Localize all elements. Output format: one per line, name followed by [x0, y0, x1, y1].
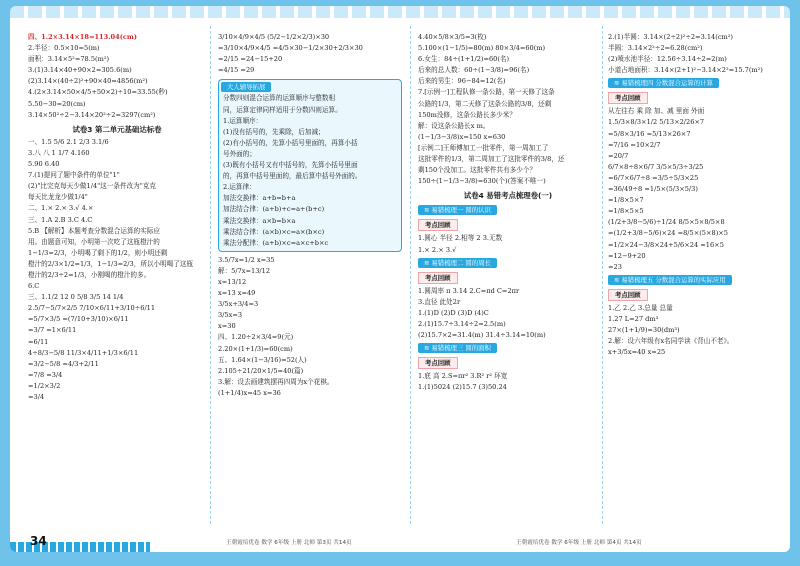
column-divider [602, 26, 603, 524]
answer-line: [示例二]王师傅加工一批零件，第一周加工了 [418, 143, 549, 152]
answer-line: (2)15.7×2=31.4(m) 31.4÷3.14=10(m) [418, 330, 546, 339]
tips-line: 分数四则混合运算的运算顺序与整数相 [223, 94, 336, 103]
answer-line: 2.20×(1+1/3)=60(cm) [218, 344, 293, 353]
answer-line: (2)3.14×(40÷2)²+90×40=4856(m²) [28, 77, 148, 86]
answer-line: =7/8 =3/4 [28, 370, 63, 379]
tips-box-title: 大人辅导拓展 [221, 82, 271, 92]
column-3 [418, 32, 598, 528]
answer-line: =3/10×4/9×4/5 =4/5×30−1/2×30+2/3×30 [218, 44, 363, 53]
answer-line: 3.解：设去画建筑摆再四周为x个花棋。 [218, 377, 334, 386]
answer-line: 5.50−30=20(cm) [28, 99, 86, 108]
answer-line: 解：5/7x=13/12 [218, 266, 271, 275]
answer-line: =23 [608, 262, 622, 271]
answer-line: 150÷(1−1/3−3/8)=630(个)(答案不唯一) [418, 177, 546, 186]
answer-line: (1−1/3−3/8)x=150 x=630 [418, 132, 506, 141]
answer-line: =3/2−5/8 =4/3+2/11 [28, 359, 99, 368]
answer-line: 小道占地面积：3.14×(2+1)²−3.14×2²=15.7(m²) [608, 66, 763, 75]
answer-line: 7.[示例一]工程队修一条公路，第一天修了这条 [418, 88, 555, 97]
answer-line: 三、1.A 2.B 3.C 4.C [28, 215, 93, 224]
answer-line: x=13/12 [218, 277, 247, 286]
footer-left: 王朝霞培优卷 数学 6年级 上册 北师 第3页 共14页 [226, 540, 352, 546]
tips-line: 乘法结合律：(a×b)×c=a×(b×c) [223, 227, 325, 236]
answer-line: =5/7×3/5 =(7/10+3/10)×6/11 [28, 315, 129, 324]
answer-line: 解：设这条公路长x m。 [418, 121, 490, 130]
answer-line: 1.5/3×8/3×1/2 5/13×2/26×7 [608, 118, 705, 127]
tips-line: 号外面的； [223, 149, 256, 158]
answer-line: 1.底 高 2.S=πr² 3.R² r² 环宽 [418, 372, 508, 381]
answer-line: 6/7×8÷8×6/7 3/5×5/3÷3/25 [608, 162, 704, 171]
answer-line: 橙汁的2/3×1/2=1/3，1−1/3=2/3，所以小明喝了这瓶 [28, 259, 194, 268]
tips-line: 的，再算中括号里面的，最后算中括号外面的。 [223, 172, 362, 181]
review-label: 考点回顾 [418, 219, 458, 231]
answer-line: 这批零件的1/3，第二周加工了这批零件的3/8，还 [418, 155, 565, 164]
answer-line: 5.90 6.40 [28, 160, 60, 169]
answer-line: x=13 x=49 [218, 289, 256, 298]
answer-line: 3.(1)3.14×40+90×2=305.6(m) [28, 66, 132, 75]
column-4 [608, 32, 784, 528]
tips-line: 2.运算律： [223, 183, 256, 192]
answer-line: =3/7 =1×6/11 [28, 326, 77, 335]
answer-line: =1/8×5×7 [608, 196, 644, 205]
tips-line: (3)既有小括号又有中括号的，先算小括号里面 [223, 161, 358, 170]
answer-line: 150m没修，这条公路长多少米？ [418, 110, 516, 119]
page-number: 34 [30, 534, 47, 548]
answer-line: 后来的男生：96−84=12(名) [418, 77, 506, 86]
answer-line: =4/15 =29 [218, 66, 255, 75]
test-title: 试卷4 易错考点梳理卷(一) [463, 191, 553, 201]
tips-line: (2)有小括号的，先算小括号里面的，再算小括 [223, 138, 358, 147]
section-tag: ≋ 易错梳理四 分数混合运算的计算 [608, 78, 719, 88]
answer-line: 3.八 八 1 1/7 4.160 [28, 148, 90, 157]
answer-line: 6.C [28, 282, 40, 291]
answer-line: 1−1/3=2/3，小明喝了剩下的1/2，则小明还剩 [28, 248, 168, 257]
answer-line: 4÷8/3−5/8 11/3×4/11+1/3×6/11 [28, 348, 139, 357]
answer-line: =36/49÷8 =1/5×(5/3×5/3) [608, 185, 698, 194]
review-label: 考点回顾 [418, 357, 458, 369]
answer-line: 3.14×50²÷2−3.14×20²÷2=3297(cm²) [28, 110, 156, 119]
column-divider [210, 26, 211, 524]
answer-line: 1.乙 2.乙 3.总量 总量 [608, 303, 673, 312]
answer-line: 2.5/7−5/7×2/5 7/10×6/11+3/10÷6/11 [28, 304, 156, 313]
answer-line: 3/5x+3/4=3 [218, 300, 259, 309]
answer-line: =7/16 =10×2/7 [608, 140, 661, 149]
answer-line: x=30 [218, 322, 236, 331]
answer-line: 橙汁的2/3÷2=1/3，小刚喝的橙汁的多。 [28, 270, 151, 279]
answer-line: 1.圆周率 π 3.14 2.C=πd C=2πr [418, 286, 520, 295]
answer-line: =2/15 =24−15+20 [218, 55, 283, 64]
answer-line: =(1/2+3/8−5/6)×24 =8/5×(5×8)×5 [608, 229, 729, 238]
answer-line: 2.105÷21/20×1/5=40(篇) [218, 366, 304, 375]
answer-line: 2.(1)半圆：3.14×(2÷2)²÷2=3.14(cm²) [608, 33, 733, 41]
answer-line: (1+1/4)x=45 x=36 [218, 388, 281, 397]
answer-line: 从左往右 乘 除 加、减 里面 外面 [608, 107, 705, 116]
test-title: 试卷3 第二单元基础达标卷 [72, 124, 162, 134]
review-label: 考点回顾 [418, 272, 458, 284]
answer-line: =6/11 [28, 337, 49, 346]
review-label: 考点回顾 [608, 289, 648, 301]
answer-line: =1/2×3/2 [28, 381, 61, 390]
top-wave-decoration [10, 6, 790, 18]
answer-line: 五、1.64×(1−3/16)=52(人) [218, 355, 307, 364]
answer-line: 1.× 2.× 3.√ [418, 245, 457, 254]
answer-line: 面积：3.14×5²=78.5(m²) [28, 55, 110, 64]
answer-line: 一、1.5 5/6 2.1 2/3 3.1/6 [28, 137, 109, 146]
column-2 [218, 32, 402, 528]
answer-line: 四、1.2×3.14×18=113.04(cm) [28, 33, 137, 41]
answer-line: 7.(1)提问了题中条件的单位"1" [28, 171, 120, 180]
answer-line: x+3/5x=40 x=25 [608, 348, 666, 357]
section-tag: ≋ 易错梳理二 圆的周长 [418, 258, 497, 268]
answer-line: 1.(1)D (2)D (3)D (4)C [418, 308, 489, 317]
answer-line: =3/4 [28, 393, 45, 401]
answer-line: 4.40×5/8×3/5=3(枚) [418, 33, 487, 41]
answer-line: 5.100×(1−1/5)=80(m) 80×3/4=60(m) [418, 44, 546, 53]
answer-line: 27×(1+1/9)=30(dm³) [608, 325, 680, 334]
answer-line: 半圆：3.14×2²÷2=6.28(cm²) [608, 44, 703, 53]
tips-line: 1.运算顺序： [223, 116, 263, 125]
tips-line: 加法结合律：(a+b)+c=a+(b+c) [223, 205, 325, 214]
answer-line: 2.半径：0.5×10=5(m) [28, 44, 100, 53]
tips-line: (1)没有括号的，先乘除，后加减； [223, 127, 325, 136]
answer-line: 4.(2×3.14×50×4/5+50×2)÷10=33.55(秒) [28, 88, 168, 97]
tips-line: 乘法交换律：a×b=b×a [223, 216, 296, 225]
answer-line: 公路的1/3，第二天修了这条公路的3/8，还剩 [418, 99, 552, 108]
review-label: 考点回顾 [608, 92, 648, 104]
tips-box [218, 79, 402, 251]
answer-line: =20/7 [608, 151, 629, 160]
answer-line: =6/7×6/7÷8 =3/5÷5/3×25 [608, 173, 699, 182]
answer-line: 2.(1)15.7÷3.14÷2=2.5(m) [418, 319, 506, 328]
tips-line: 加法交换律：a+b=b+a [223, 194, 296, 203]
answer-line: 四、1.20÷2×3/4=9(元) [218, 333, 294, 342]
answer-line: 后来的总人数：60÷(1−3/8)=96(名) [418, 66, 530, 75]
answer-line: 3/10×4/9×4/5 (5/2−1/2×2/3)×30 [218, 33, 330, 41]
section-tag: ≋ 易错梳理三 圆的面积 [418, 343, 497, 353]
answer-line: 剩150个没加工。这批零件共有多少个？ [418, 166, 537, 175]
answer-line: 1.(1)5024 (2)15.7 (3)50.24 [418, 383, 507, 392]
answer-line: (1/2+3/8−5/6)÷1/24 8/5×5×8/5×8 [608, 218, 725, 227]
section-tag: ≋ 易错梳理五 分数混合运算的实际应用 [608, 275, 732, 285]
answer-line: =1/8×5×5 [608, 207, 644, 216]
answer-line: 1.圆心 半径 2.相等 2 3.无数 [418, 234, 503, 243]
tips-line: 乘法分配律：(a+b)×c=a×c+b×c [223, 238, 329, 247]
answer-line: 2.解：设六年级有x名同学读《背山不老》。 [608, 337, 734, 346]
answer-line: 6.女生：84÷(1+1/2)=60(名) [418, 55, 510, 64]
answer-line: =5/8×3/16 =5/13×26×7 [608, 129, 691, 138]
column-1 [28, 32, 206, 528]
answer-page [10, 6, 790, 552]
answer-line: =12−9+20 [608, 251, 646, 260]
answer-line: 三、1.1/2 12 0 5/8 3/5 14 1/4 [28, 293, 124, 302]
answer-line: 每天比龙龙少做1/4" [28, 193, 88, 202]
answer-line: 3.5/7x=1/2 x=35 [218, 255, 275, 264]
answer-line: (2)"比完克每天少做1/4"这一条件改为"克克 [28, 182, 156, 191]
answer-line: 用。由题意可知，小明第一次吃了这瓶橙汁的 [28, 237, 160, 246]
answer-line: 1.27 L=27 dm³ [608, 314, 659, 323]
answer-line: 二、1.× 2.× 3.√ 4.× [28, 204, 94, 213]
answer-line: =1/2×24−3/8×24+5/6×24 =16×5 [608, 240, 724, 249]
answer-line: (2)喷水池半径：12.56÷3.14÷2=2(m) [608, 55, 727, 64]
section-tag: ≋ 易错梳理一 圆的认识 [418, 205, 497, 215]
tips-line: 同，运算定律同样适用于分数四则运算。 [223, 105, 342, 114]
answer-line: 3.直径 此处2r [418, 297, 461, 306]
answer-line: 5.B 【解析】本题考查分数混合运算的实际应 [28, 226, 160, 235]
answer-line: 3/5x=3 [218, 311, 243, 320]
footer-right: 王朝霞培优卷 数学 6年级 上册 北师 第4页 共14页 [516, 540, 642, 546]
column-divider [410, 26, 411, 524]
